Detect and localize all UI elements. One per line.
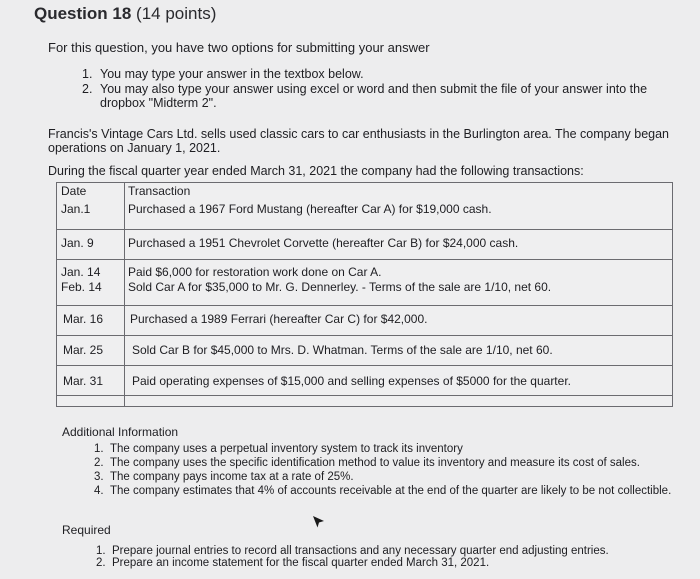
- option-item: 1. You may type your answer in the textbox below.: [82, 67, 364, 81]
- mouse-cursor-icon: [312, 515, 326, 529]
- row-transaction: Purchased a 1967 Ford Mustang (hereafter Car A) for $19,000 cash.: [128, 202, 492, 216]
- option-item: 2. You may also type your answer using excel or word and then submit the file of your answer into the dropbox "Midterm 2".: [82, 82, 648, 110]
- row-date: Mar. 25: [63, 343, 104, 357]
- submission-options: [82, 67, 692, 111]
- row-transaction: Paid operating expenses of $15,000 and selling expenses of $5000 for the quarter.: [132, 374, 571, 388]
- question-points: (14 points): [136, 4, 217, 23]
- quarter-paragraph: During the fiscal quarter year ended March 31, 2021 the company had the following transactions:: [48, 164, 584, 178]
- row-date: Jan.1: [61, 202, 91, 216]
- row-transaction: Paid $6,000 for restoration work done on Car A.: [128, 265, 382, 279]
- row-divider: [57, 365, 672, 366]
- row-divider: [57, 395, 672, 396]
- question-title: [34, 4, 216, 24]
- header-transaction: Transaction: [128, 184, 191, 198]
- question-label: Question 18: [34, 4, 132, 23]
- transactions-table: [56, 182, 673, 407]
- row-divider: [57, 259, 672, 260]
- required-title: Required: [62, 523, 111, 537]
- row-date: Feb. 14: [61, 280, 102, 294]
- row-divider: [57, 335, 672, 336]
- row-divider: [57, 305, 672, 306]
- info-item: 2. The company uses the specific identification method to value its inventory and measure its cost of sales.: [94, 457, 640, 469]
- row-transaction: Purchased a 1951 Chevrolet Corvette (hereafter Car B) for $24,000 cash.: [128, 236, 519, 250]
- required-item: 2. Prepare an income statement for the fiscal quarter ended March 31, 2021.: [96, 557, 490, 569]
- info-item: 1. The company uses a perpetual inventory system to track its inventory: [94, 443, 463, 455]
- row-date: Mar. 31: [63, 374, 104, 388]
- required-item: 1. Prepare journal entries to record all transactions and any necessary quarter end adjusting entries.: [96, 545, 609, 557]
- company-paragraph: Francis's Vintage Cars Ltd. sells used classic cars to car enthusiasts in the Burlington area. The company began operations on January 1, 2021.: [48, 127, 669, 155]
- info-item: 3. The company pays income tax at a rate of 25%.: [94, 471, 354, 483]
- additional-info-list: [94, 444, 684, 500]
- row-transaction: Purchased a 1989 Ferrari (hereafter Car C) for $42,000.: [130, 312, 428, 326]
- additional-info-title: Additional Information: [62, 425, 179, 439]
- required-list: [96, 546, 686, 570]
- intro-text: For this question, you have two options for submitting your answer: [48, 40, 430, 55]
- row-transaction: Sold Car A for $35,000 to Mr. G. Dennerley. - Terms of the sale are 1/10, net 60.: [128, 280, 552, 294]
- row-date: Mar. 16: [63, 312, 104, 326]
- row-date: Jan. 9: [61, 236, 94, 250]
- header-date: Date: [61, 184, 87, 198]
- row-transaction: Sold Car B for $45,000 to Mrs. D. Whatman. Terms of the sale are 1/10, net 60.: [132, 343, 553, 357]
- row-divider: [57, 229, 672, 230]
- column-divider: [124, 183, 125, 406]
- row-date: Jan. 14: [61, 265, 101, 279]
- info-item: 4. The company estimates that 4% of accounts receivable at the end of the quarter are likely to be not collectible.: [94, 485, 672, 497]
